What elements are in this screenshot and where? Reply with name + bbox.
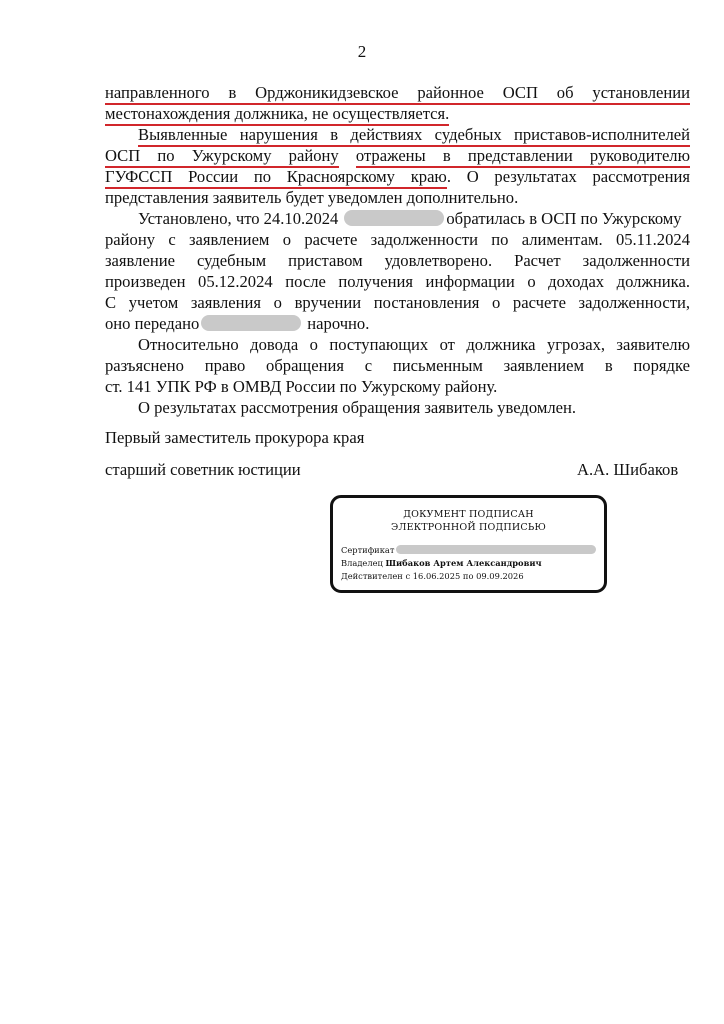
underlined-text: ГУФССП России по Красноярскому краю [105,167,447,189]
text-line: району с заявлением о расчете задолженности по алиментам. 05.11.2024 [105,230,690,249]
text: оно передано [105,314,200,333]
signatory-rank: старший советник юстиции [105,460,301,479]
underlined-text: направленного в Орджоникидзевское районное ОСП об установлении [105,83,690,105]
text: Установлено, что 24.10.2024 [138,209,339,228]
stamp-certificate-row [341,544,596,556]
signatory-position: Первый заместитель прокурора края [105,428,365,447]
text-line [105,166,690,187]
owner-name: Шибаков Артем Александрович [385,558,542,568]
text-line: Относительно довода о поступающих от должника угрозах, заявителю [138,335,690,354]
text: нарочно. [307,314,370,333]
text-line [105,313,690,334]
signatory-name: А.А. Шибаков [577,460,679,479]
text-line: ст. 141 УПК РФ в ОМВД России по Ужурскому району. [105,377,498,396]
text-line: С учетом заявления о вручении постановления о расчете задолженности, [105,293,690,312]
text: . О результатах рассмотрения [446,167,690,186]
text: обратилась в ОСП по Ужурскому [446,209,682,228]
redacted-name [344,210,444,226]
redacted-certificate [396,545,596,554]
text-line [105,208,690,229]
text-line: заявление судебным приставом удовлетворено. Расчет задолженности [105,251,690,270]
underlined-text: отражены в представлении руководителю [356,146,690,168]
underlined-text: ОСП по Ужурскому району [105,146,339,168]
text-line: О результатах рассмотрения обращения заявитель уведомлен. [138,398,577,417]
stamp-owner-row [341,557,542,569]
valid-from: 16.06.2025 [412,571,461,581]
text-line [105,103,690,124]
text-line: произведен 05.12.2024 после получения информации о доходах должника. [105,272,690,291]
stamp-title-line: ЭЛЕКТРОННОЙ ПОДПИСЬЮ [390,522,547,533]
valid-to-label: по [462,571,474,581]
redacted-name [201,315,301,331]
owner-label: Владелец [341,558,383,568]
text-line [105,82,690,103]
valid-label: Действителен с [341,571,411,581]
text-line [105,145,690,166]
stamp-validity-row [341,570,524,582]
underlined-text: Выявленные нарушения в действиях судебных приставов-исполнителей [138,125,690,147]
stamp-title-line: ДОКУМЕНТ ПОДПИСАН [403,509,534,520]
text-line [105,124,690,145]
letter-body [105,82,690,418]
text-line: разъяснено право обращения с письменным заявлением в порядке [105,356,690,375]
text-line: представления заявитель будет уведомлен дополнительно. [105,188,519,207]
certificate-label: Сертификат [341,545,395,555]
electronic-signature-stamp [330,495,607,593]
valid-to: 09.09.2026 [476,571,524,581]
page-number: 2 [357,42,367,61]
underlined-text: местонахождения должника, не осуществляется. [105,104,449,126]
